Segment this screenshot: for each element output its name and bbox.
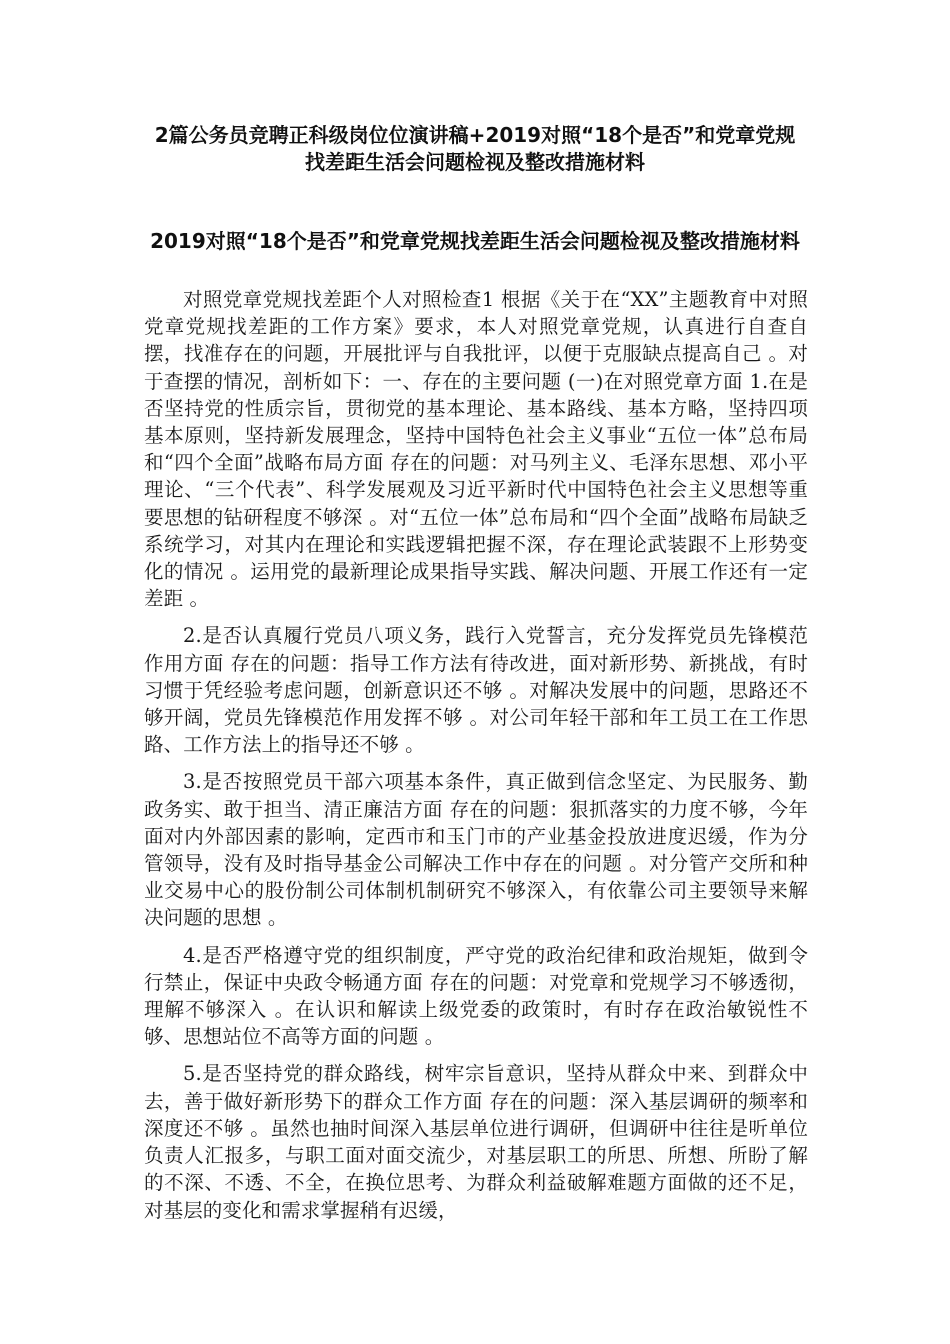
paragraph-5: 5.是否坚持党的群众路线，树牢宗旨意识，坚持从群众中来、到群众中去，善于做好新形势下的群众工作方面 存在的问题：深入基层调研的频率和深度还不够 。虽然也抽时间深入基层单位进行调研，但调研中往往是听单位负责人汇报多，与职工面对面交流少，对基层职工的所思、所想、所盼了解的不深、不透、不全，在换位思考、为群众利益破解难题方面做的还不足，对基层的变化和需求掌握稍有迟缓，	[144, 1062, 808, 1222]
paragraph-3: 3.是否按照党员干部六项基本条件，真正做到信念坚定、为民服务、勤政务实、敢于担当、清正廉洁方面 存在的问题：狠抓落实的力度不够，今年面对内外部因素的影响，定西市和玉门市的产业基金投放进度迟缓，作为分管领导，没有及时指导基金公司解决工作中存在的问题 。对分管产交所和种业交易中心的股份制公司体制机制研究不够深入，有依靠公司主要领导来解决问题的思想 。	[144, 770, 808, 930]
paragraph-1: 对照党章党规找差距个人对照检查1 根据《关于在“XX”主题教育中对照党章党规找差距的工作方案》要求，本人对照党章党规，认真进行自查自摆，找准存在的问题，开展批评与自我批评，以便于克服缺点提高自己 。对于查摆的情况，剖析如下：一、存在的主要问题 (一)在对照党章方面 1.在是否坚持党的性质宗旨，贯彻党的基本理论、基本路线、基本方略，坚持四项基本原则，坚持新发展理念，坚持中国特色社会主义事业“五位一体”总布局和“四个全面”战略布局方面 存在的问题：对马列主义、毛泽东思想、邓小平理论、“三个代表”、科学发展观及习近平新时代中国特色社会主义思想等重要思想的钻研程度不够深 。对“五位一体”总布局和“四个全面”战略布局缺乏系统学习，对其内在理论和实践逻辑把握不深，存在理论武装跟不上形势变化的情况 。运用党的最新理论成果指导实践、解决问题、开展工作还有一定差距 。	[144, 288, 808, 611]
section-title: 2019对照“18个是否”和党章党规找差距生活会问题检视及整改措施材料	[150, 229, 800, 253]
document-body	[144, 286, 808, 1234]
paragraph-4: 4.是否严格遵守党的组织制度，严守党的政治纪律和政治规矩，做到令行禁止，保证中央政令畅通方面 存在的问题：对党章和党规学习不够透彻，理解不够深入 。在认识和解读上级党委的政策时，有时存在政治敏锐性不够、思想站位不高等方面的问题 。	[144, 943, 808, 1049]
paragraph-2: 2.是否认真履行党员八项义务，践行入党誓言，充分发挥党员先锋模范作用方面 存在的问题：指导工作方法有待改进，面对新形势、新挑战，有时习惯于凭经验考虑问题，创新意识还不够 。对解决发展中的问题，思路还不够开阔，党员先锋模范作用发挥不够 。对公司年轻干部和年工员工在工作思路、工作方法上的指导还不够 。	[144, 624, 808, 757]
document-title: 2篇公务员竞聘正科级岗位位演讲稿+2019对照“18个是否”和党章党规找差距生活会问题检视及整改措施材料	[154, 123, 796, 174]
